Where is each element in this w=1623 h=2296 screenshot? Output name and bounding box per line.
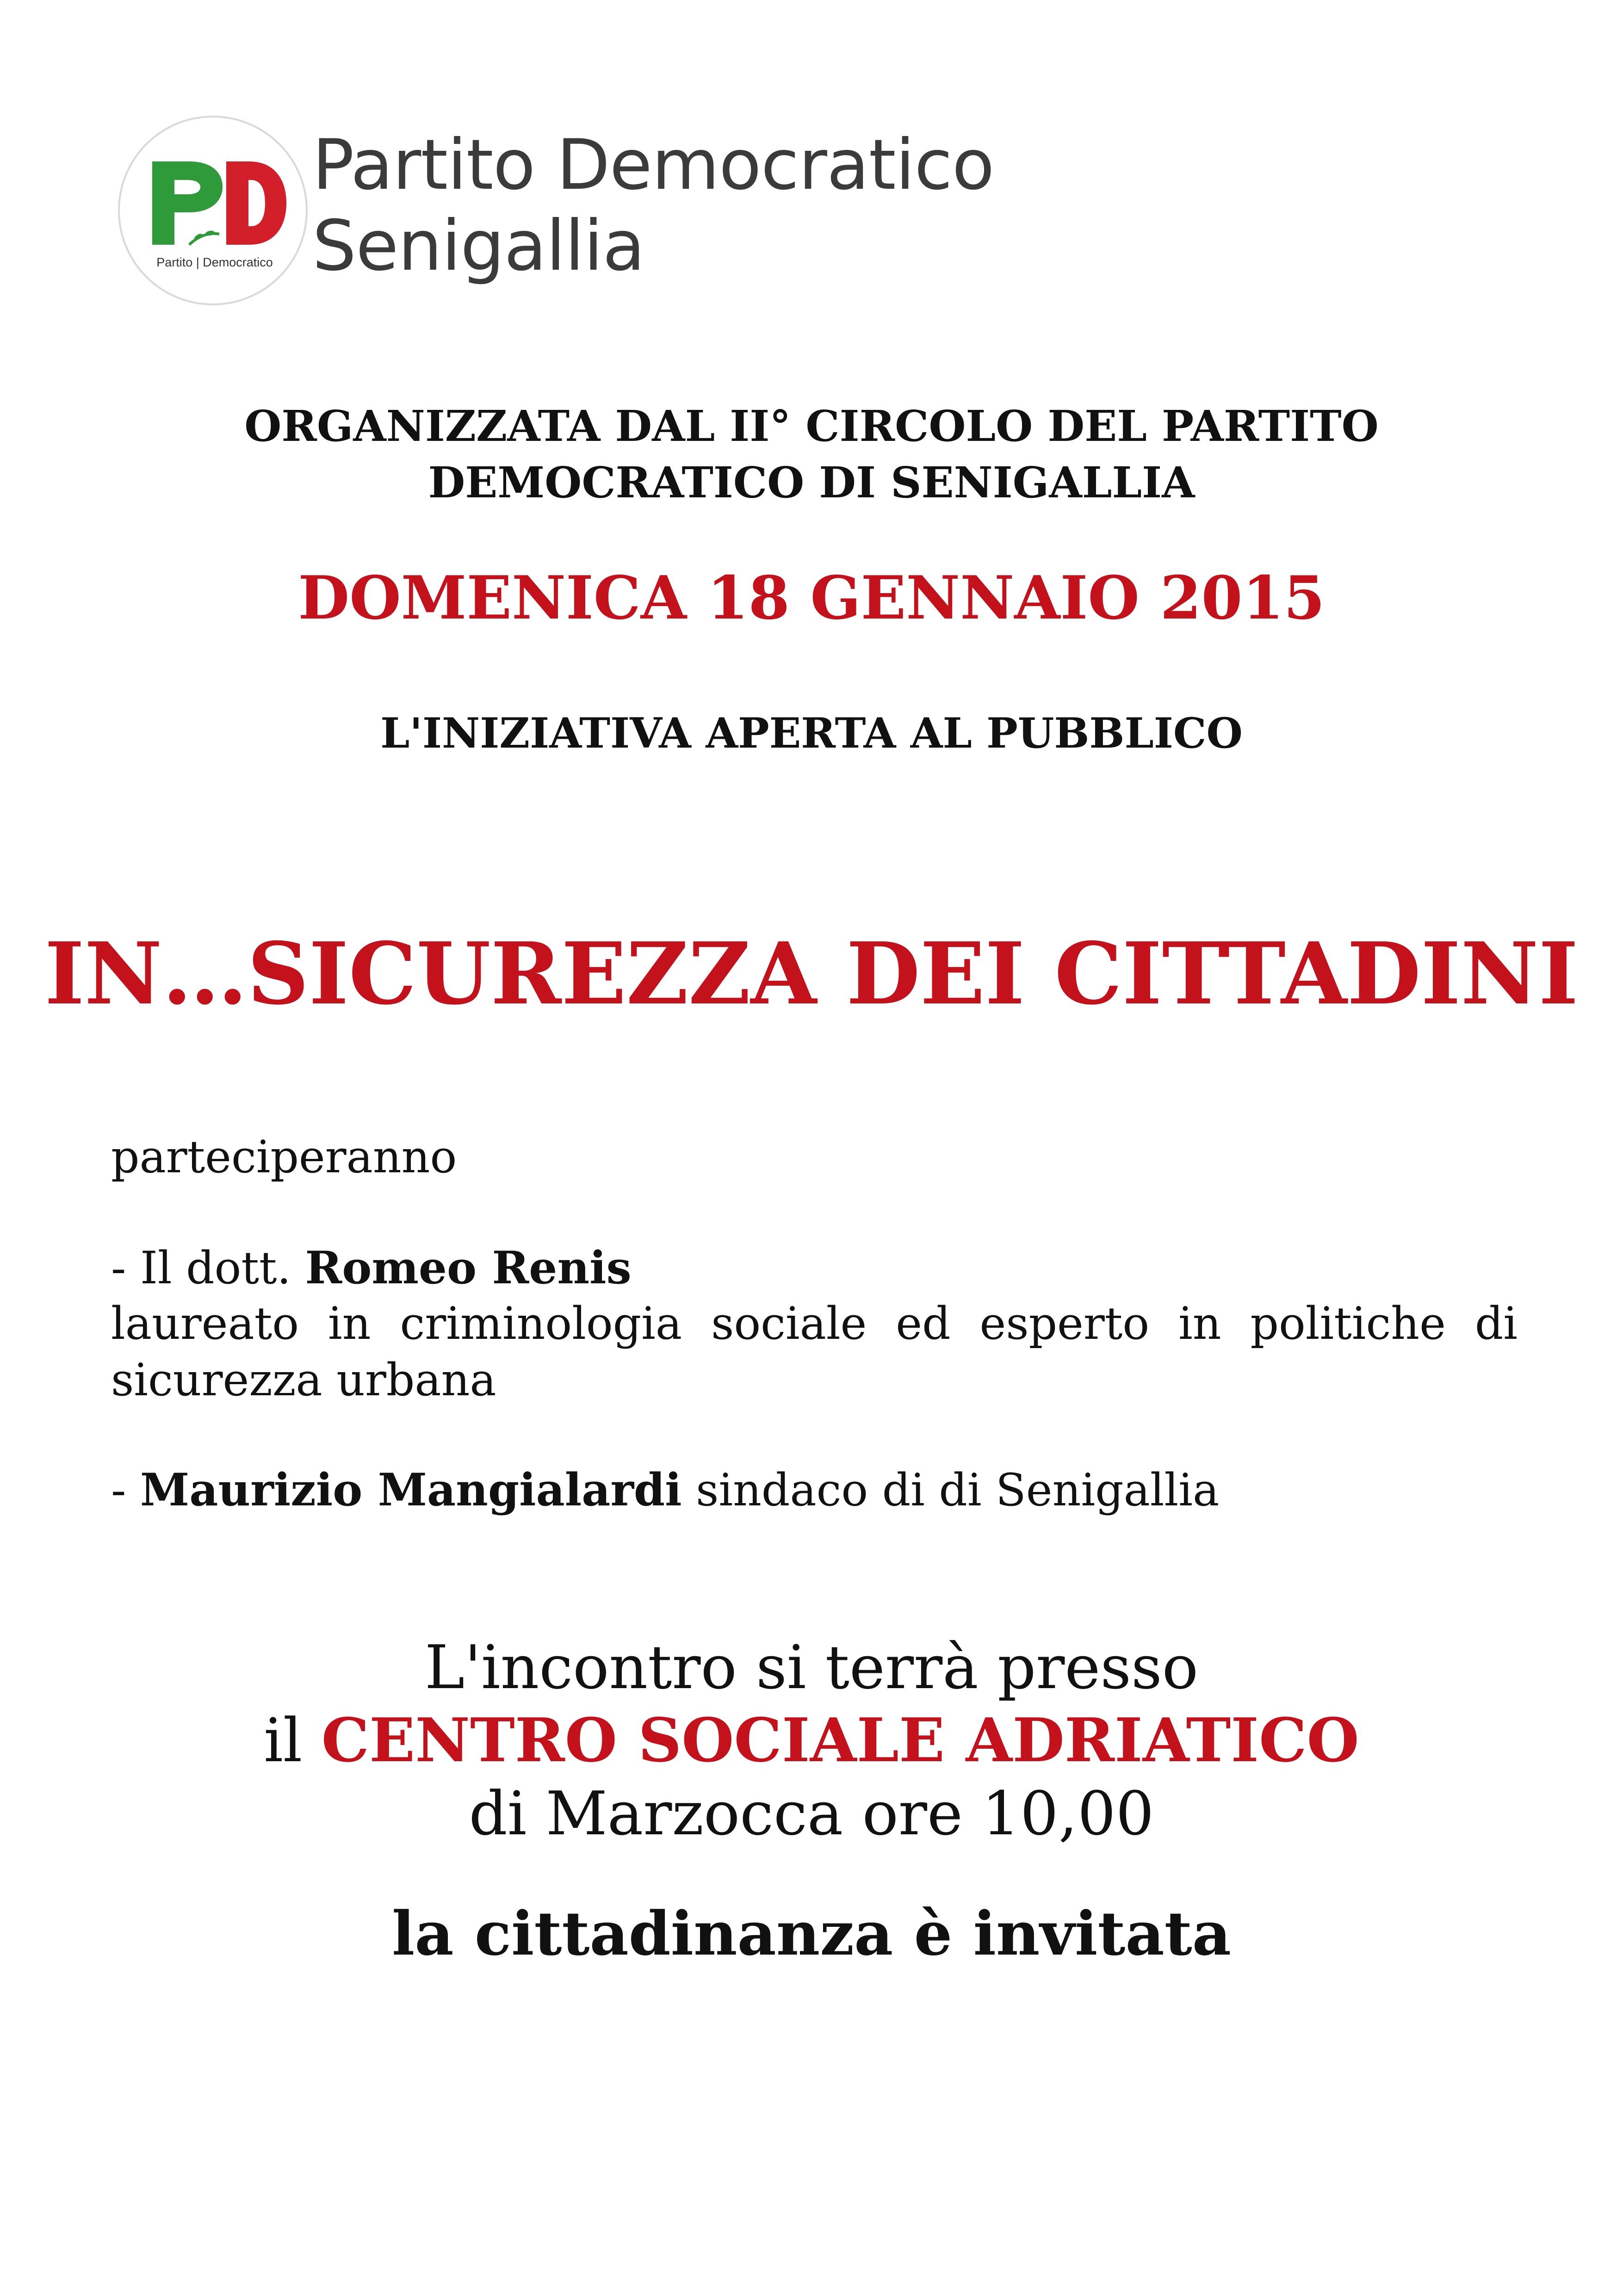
participant-1-prefix: - Il dott. bbox=[111, 1242, 305, 1294]
party-name bbox=[312, 125, 994, 287]
participant-1-description: laureato in criminologia sociale ed esperto in politiche di sicurezza urbana bbox=[111, 1298, 1518, 1406]
party-name-line2: Senigallia bbox=[312, 206, 645, 286]
venue-line2-prefix: il bbox=[264, 1705, 322, 1776]
organizer-heading bbox=[0, 398, 1623, 511]
venue-line2 bbox=[0, 1704, 1623, 1777]
pd-badge-icon bbox=[118, 116, 308, 305]
event-date: DOMENICA 18 GENNAIO 2015 bbox=[298, 563, 1325, 633]
venue-line3: di Marzocca ore 10,00 bbox=[469, 1778, 1154, 1849]
event-title: IN…SICUREZZA DEI CITTADINI bbox=[44, 924, 1579, 1024]
venue-line1: L'incontro si terrà presso bbox=[424, 1632, 1199, 1702]
participants-intro: parteciperanno bbox=[111, 1131, 457, 1183]
venue-info bbox=[0, 1631, 1623, 1850]
participant-2-role: sindaco di di Senigallia bbox=[681, 1464, 1220, 1516]
party-logo bbox=[118, 116, 1043, 310]
badge-caption: Partito | Democratico bbox=[156, 255, 273, 269]
participant-2-name: Maurizio Mangialardi bbox=[140, 1464, 682, 1516]
party-name-line1: Partito Democratico bbox=[312, 125, 994, 205]
organizer-line1: ORGANIZZATA DAL II° CIRCOLO DEL PARTITO bbox=[244, 401, 1379, 451]
open-public-notice: L'INIZIATIVA APERTA AL PUBBLICO bbox=[380, 709, 1243, 758]
participant-2 bbox=[111, 1462, 1518, 1518]
invitation-text: la cittadinanza è invitata bbox=[392, 1898, 1231, 1969]
participant-1 bbox=[111, 1240, 1518, 1296]
participant-2-prefix: - bbox=[111, 1464, 140, 1516]
organizer-line2: DEMOCRATICO DI SENIGALLIA bbox=[428, 458, 1195, 507]
pd-letters-icon bbox=[120, 118, 310, 307]
participant-1-name: Romeo Renis bbox=[305, 1242, 632, 1294]
venue-place: CENTRO SOCIALE ADRIATICO bbox=[321, 1705, 1359, 1776]
